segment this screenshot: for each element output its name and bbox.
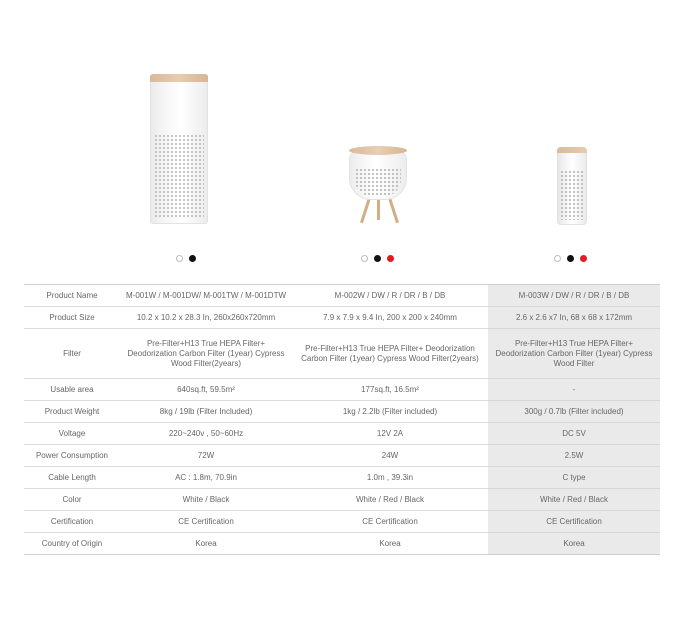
color-swatches-product-2	[361, 255, 394, 262]
spec-value: 24W	[292, 445, 488, 467]
spec-row-cable-length	[24, 467, 660, 489]
spec-value: CE Certification	[292, 511, 488, 533]
spec-label: Product Name	[24, 285, 120, 307]
swatch-white[interactable]	[554, 255, 561, 262]
spec-value: 220~240v , 50~60Hz	[120, 423, 292, 445]
spec-value: 177sq.ft, 16.5m²	[292, 379, 488, 401]
spec-value: -	[488, 379, 660, 401]
spec-value: 640sq.ft, 59.5m²	[120, 379, 292, 401]
spec-row-voltage	[24, 423, 660, 445]
spec-value: Pre-Filter+H13 True HEPA Filter+ Deodorization Carbon Filter (1year) Cypress Wood Filter	[488, 329, 660, 379]
spec-label: Product Weight	[24, 401, 120, 423]
spec-value: 1kg / 2.2lb (Filter included)	[292, 401, 488, 423]
spec-value: CE Certification	[488, 511, 660, 533]
spec-value: White / Black	[120, 489, 292, 511]
spec-label: Voltage	[24, 423, 120, 445]
spec-row-certification	[24, 511, 660, 533]
spec-row-country-of-origin	[24, 533, 660, 555]
spec-value: Pre-Filter+H13 True HEPA Filter+ Deodorization Carbon Filter (1year) Cypress Wood Filter(2years)	[120, 329, 292, 379]
small-purifier-grille	[560, 170, 584, 220]
spec-value: 8kg / 19lb (Filter Included)	[120, 401, 292, 423]
spec-value: 1.0m , 39.3in	[292, 467, 488, 489]
spec-table	[24, 284, 660, 555]
spec-label: Color	[24, 489, 120, 511]
spec-value: 12V 2A	[292, 423, 488, 445]
spec-value: M-001W / M-001DW/ M-001TW / M-001DTW	[120, 285, 292, 307]
spec-label: Cable Length	[24, 467, 120, 489]
spec-label: Product Size	[24, 307, 120, 329]
spec-value: White / Red / Black	[292, 489, 488, 511]
spec-value: Korea	[120, 533, 292, 555]
swatch-black[interactable]	[567, 255, 574, 262]
spec-value: M-002W / DW / R / DR / B / DB	[292, 285, 488, 307]
swatch-red[interactable]	[387, 255, 394, 262]
tall-purifier-wood-top	[150, 74, 208, 82]
spec-row-usable-area	[24, 379, 660, 401]
spec-value: 2.5W	[488, 445, 660, 467]
spec-label: Usable area	[24, 379, 120, 401]
round-purifier-grille	[355, 168, 401, 196]
spec-value: 7.9 x 7.9 x 9.4 In, 200 x 200 x 240mm	[292, 307, 488, 329]
spec-value: 10.2 x 10.2 x 28.3 In, 260x260x720mm	[120, 307, 292, 329]
round-purifier-leg	[388, 198, 399, 224]
spec-value: C type	[488, 467, 660, 489]
color-swatches-product-1	[176, 255, 196, 262]
spec-value: White / Red / Black	[488, 489, 660, 511]
spec-row-product-name	[24, 285, 660, 307]
spec-row-power-consumption	[24, 445, 660, 467]
spec-value: M-003W / DW / R / DR / B / DB	[488, 285, 660, 307]
swatch-white[interactable]	[176, 255, 183, 262]
spec-value: 72W	[120, 445, 292, 467]
round-purifier-wood-top	[349, 146, 407, 155]
spec-value: 300g / 0.7lb (Filter included)	[488, 401, 660, 423]
spec-row-product-weight	[24, 401, 660, 423]
spec-row-filter	[24, 329, 660, 379]
spec-value: AC : 1.8m, 70.9in	[120, 467, 292, 489]
spec-row-product-size	[24, 307, 660, 329]
spec-label: Power Consumption	[24, 445, 120, 467]
spec-value: Korea	[292, 533, 488, 555]
spec-value: Pre-Filter+H13 True HEPA Filter+ Deodorization Carbon Filter (1year) Cypress Wood Filter(2years)	[292, 329, 488, 379]
swatch-white[interactable]	[361, 255, 368, 262]
color-swatches-product-3	[554, 255, 587, 262]
spec-label: Certification	[24, 511, 120, 533]
round-purifier-leg	[377, 198, 380, 220]
spec-label: Filter	[24, 329, 120, 379]
spec-value: DC 5V	[488, 423, 660, 445]
tall-purifier-grille	[154, 134, 204, 218]
spec-value: CE Certification	[120, 511, 292, 533]
small-purifier-wood-top	[557, 147, 587, 153]
spec-label: Country of Origin	[24, 533, 120, 555]
spec-value: Korea	[488, 533, 660, 555]
round-purifier-leg	[360, 198, 371, 224]
swatch-red[interactable]	[580, 255, 587, 262]
swatch-black[interactable]	[189, 255, 196, 262]
spec-value: 2.6 x 2.6 x7 In, 68 x 68 x 172mm	[488, 307, 660, 329]
swatch-black[interactable]	[374, 255, 381, 262]
spec-row-color	[24, 489, 660, 511]
